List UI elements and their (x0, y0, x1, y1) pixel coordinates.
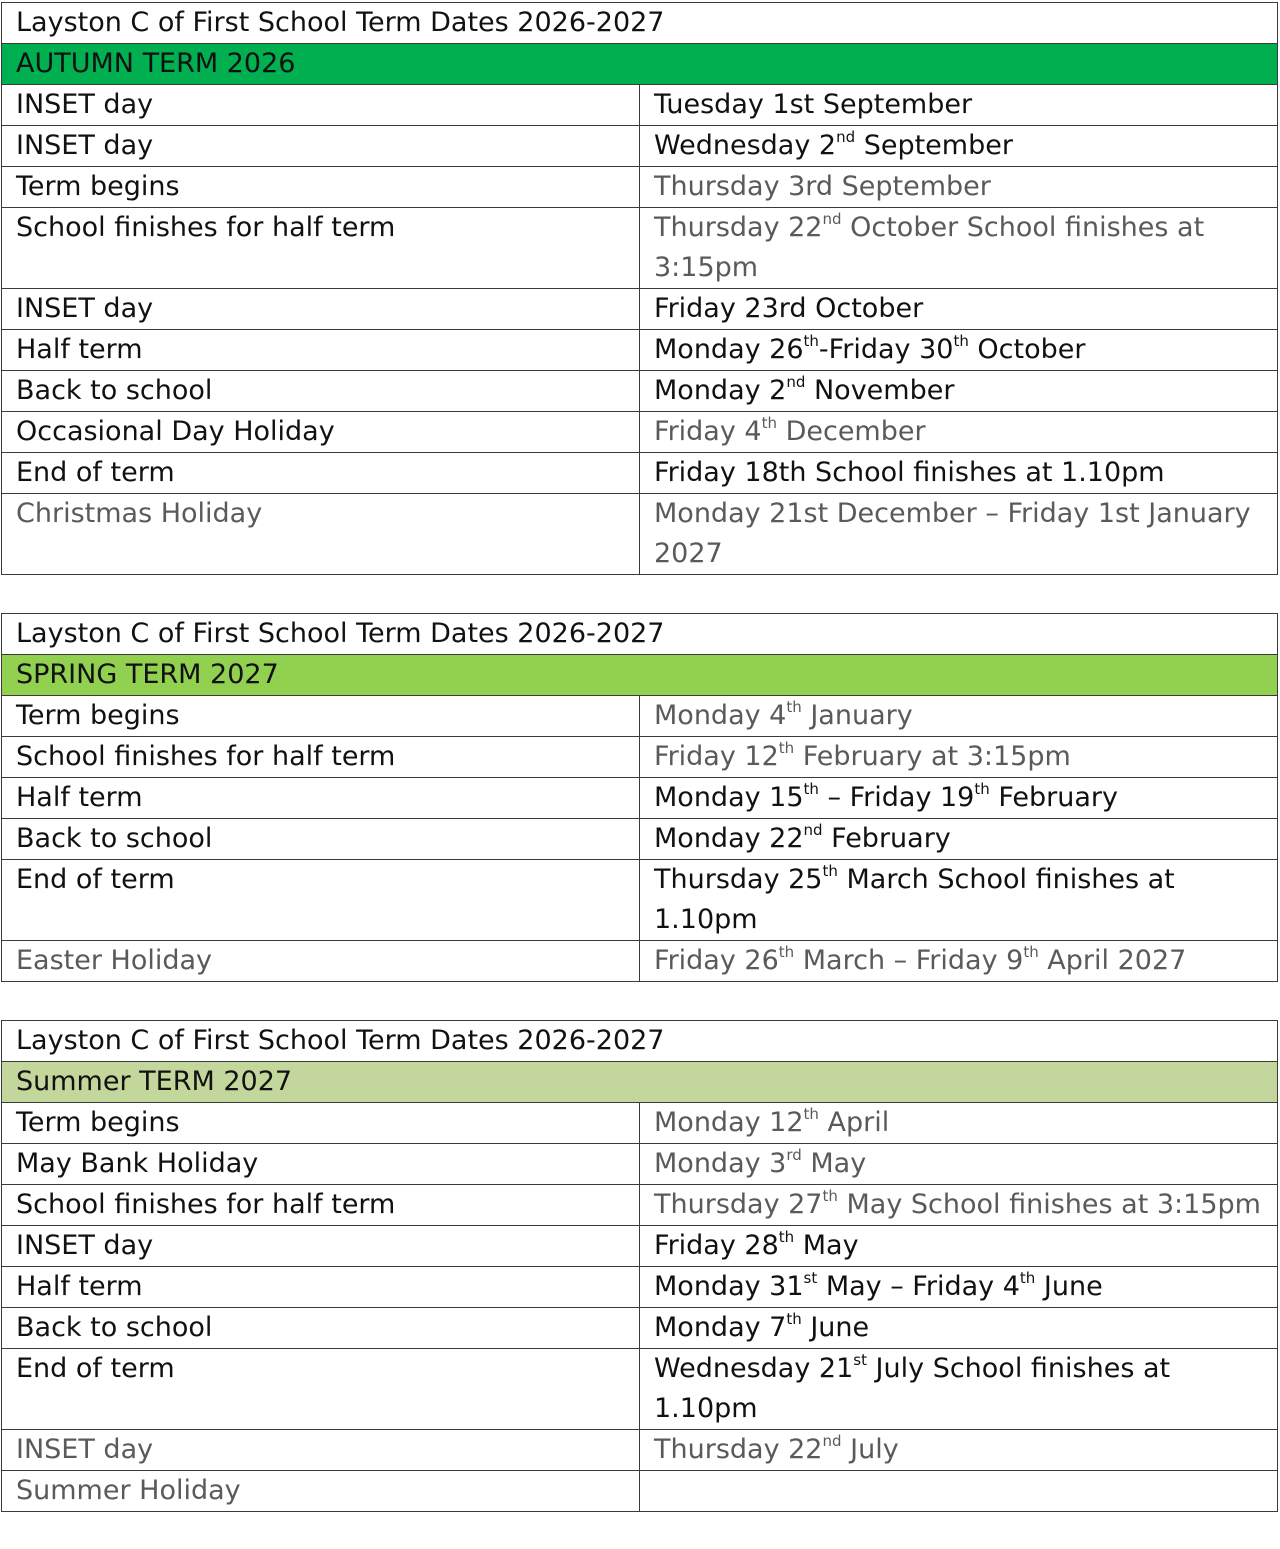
row-label: Term begins (2, 167, 640, 208)
row-date: Monday 3rd May (640, 1144, 1278, 1185)
table-row (2, 1144, 1278, 1185)
row-date: Monday 26th-Friday 30th October (640, 330, 1278, 371)
table-row (2, 85, 1278, 126)
row-date: Monday 22nd February (640, 819, 1278, 860)
row-date: Friday 28th May (640, 1226, 1278, 1267)
row-date: Monday 12th April (640, 1103, 1278, 1144)
table-row (2, 696, 1278, 737)
row-label: End of term (2, 1349, 640, 1430)
autumn-term-table (1, 2, 1278, 575)
row-date: Monday 2nd November (640, 371, 1278, 412)
row-label: INSET day (2, 126, 640, 167)
row-date: Thursday 22nd October School finishes at 3:15pm (640, 208, 1278, 289)
row-label: Summer Holiday (2, 1471, 640, 1512)
table-row (2, 1471, 1278, 1512)
table-row (2, 1103, 1278, 1144)
term-header-autumn: AUTUMN TERM 2026 (2, 44, 1278, 85)
row-label: INSET day (2, 1430, 640, 1471)
row-label: Back to school (2, 371, 640, 412)
row-date: Monday 31st May – Friday 4th June (640, 1267, 1278, 1308)
table-row (2, 941, 1278, 982)
row-label: Half term (2, 1267, 640, 1308)
summer-term-table (1, 1020, 1278, 1512)
table-title: Layston C of First School Term Dates 2026-2027 (2, 1021, 1278, 1062)
row-label: School finishes for half term (2, 737, 640, 778)
table-row (2, 860, 1278, 941)
row-date: Monday 7th June (640, 1308, 1278, 1349)
term-header-row (2, 655, 1278, 696)
row-label: INSET day (2, 289, 640, 330)
row-label: Half term (2, 778, 640, 819)
table-row (2, 1308, 1278, 1349)
row-date: Thursday 25th March School finishes at 1.10pm (640, 860, 1278, 941)
table-title-row (2, 614, 1278, 655)
table-row (2, 330, 1278, 371)
term-header-summer: Summer TERM 2027 (2, 1062, 1278, 1103)
row-label: School finishes for half term (2, 208, 640, 289)
table-row (2, 737, 1278, 778)
row-date: Friday 12th February at 3:15pm (640, 737, 1278, 778)
row-label: Term begins (2, 1103, 640, 1144)
row-label: End of term (2, 453, 640, 494)
term-header-row (2, 1062, 1278, 1103)
table-row (2, 126, 1278, 167)
row-label: Term begins (2, 696, 640, 737)
row-date: Tuesday 1st September (640, 85, 1278, 126)
row-date: Friday 26th March – Friday 9th April 2027 (640, 941, 1278, 982)
table-title: Layston C of First School Term Dates 2026-2027 (2, 3, 1278, 44)
row-label: INSET day (2, 85, 640, 126)
term-header-row (2, 44, 1278, 85)
table-row (2, 371, 1278, 412)
row-label: End of term (2, 860, 640, 941)
table-row (2, 494, 1278, 575)
table-row (2, 453, 1278, 494)
row-label: Easter Holiday (2, 941, 640, 982)
row-date: Wednesday 21st July School finishes at 1.10pm (640, 1349, 1278, 1430)
row-date: Thursday 27th May School finishes at 3:15pm (640, 1185, 1278, 1226)
table-row (2, 412, 1278, 453)
table-row (2, 778, 1278, 819)
table-title-row (2, 1021, 1278, 1062)
row-label: May Bank Holiday (2, 1144, 640, 1185)
term-header-spring: SPRING TERM 2027 (2, 655, 1278, 696)
table-row (2, 1267, 1278, 1308)
table-title: Layston C of First School Term Dates 2026-2027 (2, 614, 1278, 655)
row-label: Back to school (2, 819, 640, 860)
row-date: Friday 4th December (640, 412, 1278, 453)
row-date: Monday 15th – Friday 19th February (640, 778, 1278, 819)
row-date: Monday 4th January (640, 696, 1278, 737)
row-date (640, 1471, 1278, 1512)
table-row (2, 1349, 1278, 1430)
row-label: Half term (2, 330, 640, 371)
table-row (2, 289, 1278, 330)
row-date: Thursday 22nd July (640, 1430, 1278, 1471)
table-row (2, 1226, 1278, 1267)
row-label: Christmas Holiday (2, 494, 640, 575)
row-label: Occasional Day Holiday (2, 412, 640, 453)
row-date: Thursday 3rd September (640, 167, 1278, 208)
table-row (2, 167, 1278, 208)
spring-term-table (1, 613, 1278, 982)
table-row (2, 1185, 1278, 1226)
row-label: School finishes for half term (2, 1185, 640, 1226)
row-date: Monday 21st December – Friday 1st January 2027 (640, 494, 1278, 575)
table-row (2, 819, 1278, 860)
table-row (2, 208, 1278, 289)
row-date: Friday 18th School finishes at 1.10pm (640, 453, 1278, 494)
row-date: Friday 23rd October (640, 289, 1278, 330)
table-row (2, 1430, 1278, 1471)
table-title-row (2, 3, 1278, 44)
row-label: INSET day (2, 1226, 640, 1267)
row-date: Wednesday 2nd September (640, 126, 1278, 167)
row-label: Back to school (2, 1308, 640, 1349)
